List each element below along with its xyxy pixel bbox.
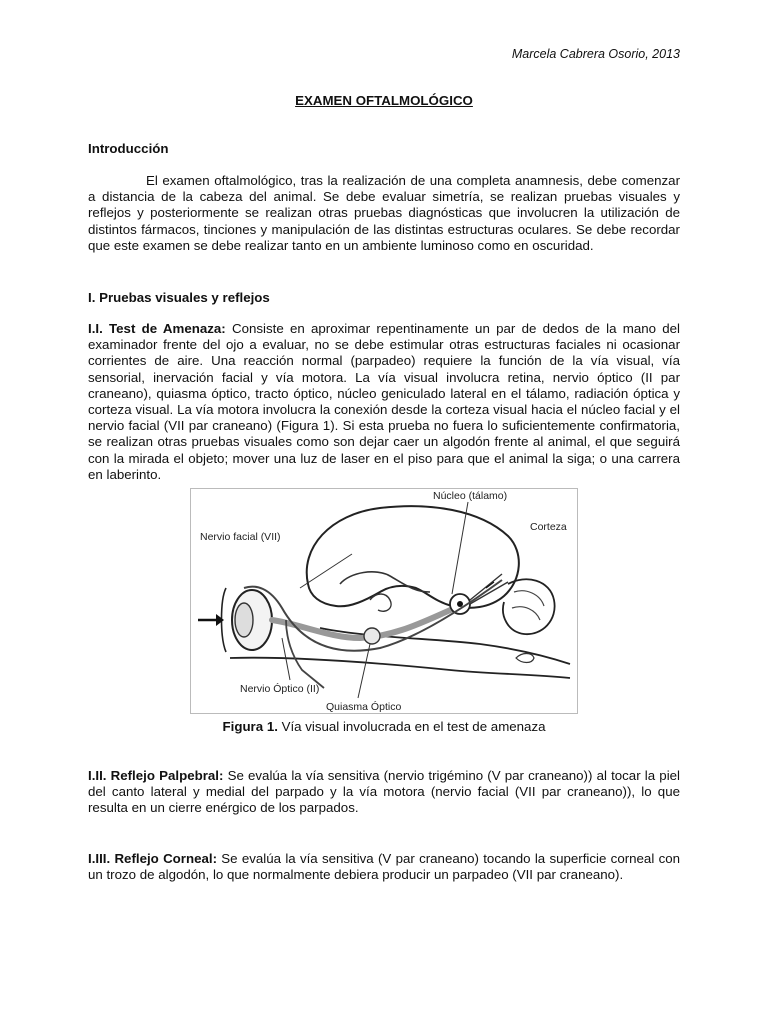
thalamic-nucleus-dot [457, 601, 463, 607]
label-nucleo: Núcleo (tálamo) [433, 490, 508, 502]
amenaza-text: Consiste en aproximar repentinamente un par de dedos de la mano del examinador frente del ojo a evaluar, no se debe estimular otras estructuras faciales ni ocasionar corrientes de aire. Una reacción normal (parpadeo) requiere la función de la vía visual, vía sensorial, inervación facial y vía motora. La vía visual involucra retina, nervio óptico (II par craneano), quiasma óptico, tracto óptico, núcleo geniculado lateral en el tálamo, radiación óptica y corteza visual. La vía motora involucra la conexión desde la corteza visual hacia el núcleo facial y el nervio facial (VII par craneano) (Figura 1). Si esta prueba no fuera lo suficientemente confirmatoria, se realizan otras pruebas visuales como son dejar caer un algodón frente al animal, el que seguirá con la mirada el objeto; mover una luz de laser en el piso para que el animal la siga; o una carrera en laberinto. [88, 321, 681, 482]
corneal-text: Se evalúa la vía sensitiva (V par craneano) tocando la superficie corneal con un trozo de algodón, lo que normalmente debiera producir un parpadeo (VII par craneano). [88, 851, 681, 883]
paragraph-reflejo-palpebral [88, 768, 680, 817]
document-title: EXAMEN OFTALMOLÓGICO [295, 93, 473, 108]
label-quiasma: Quiasma Óptico [326, 701, 402, 713]
figure-caption [0, 719, 768, 735]
palpebral-lead: I.II. Reflejo Palpebral: [88, 768, 224, 783]
intro-heading: Introducción [88, 141, 169, 156]
label-corteza: Corteza [530, 521, 567, 533]
optic-chiasm [364, 628, 380, 644]
paragraph-test-amenaza [88, 321, 680, 483]
corneal-lead: I.III. Reflejo Corneal: [88, 851, 218, 866]
label-facial: Nervio facial (VII) [200, 531, 281, 543]
caption-text: Vía visual involucrada en el test de amenaza [277, 719, 546, 734]
label-optico: Nervio Óptico (II) [240, 683, 320, 695]
palpebral-text: Se evalúa la vía sensitiva (nervio trigémino (V par craneano)) al tocar la piel del canto lateral y medial del parpado y la vía motora (nervio facial (VII par craneano)), lo que resulta en un cierre enérgico de los parpados. [88, 768, 680, 816]
amenaza-lead: I.I. Test de Amenaza: [88, 321, 226, 336]
intro-paragraph: El examen oftalmológico, tras la realización de una completa anamnesis, debe comenzar a distancia de la cabeza del animal. Se debe evaluar simetría, se realizan pruebas visuales y reflejos y posteriormente se realizan otras pruebas diagnósticas que involucren la utilización de distintos fármacos, tinciones y manipulación de las distintas estructuras oculares. Se debe recordar que este examen se debe realizar tanto en un ambiente luminoso como en oscuridad. [88, 173, 680, 253]
caption-lead: Figura 1. [222, 719, 278, 734]
paragraph-reflejo-corneal [88, 851, 680, 883]
section-heading-pruebas: I. Pruebas visuales y reflejos [88, 290, 270, 305]
eye-lens [235, 603, 253, 637]
figure-visual-pathway [190, 488, 578, 714]
author-line: Marcela Cabrera Osorio, 2013 [511, 47, 680, 61]
visual-pathway-diagram [190, 488, 578, 714]
